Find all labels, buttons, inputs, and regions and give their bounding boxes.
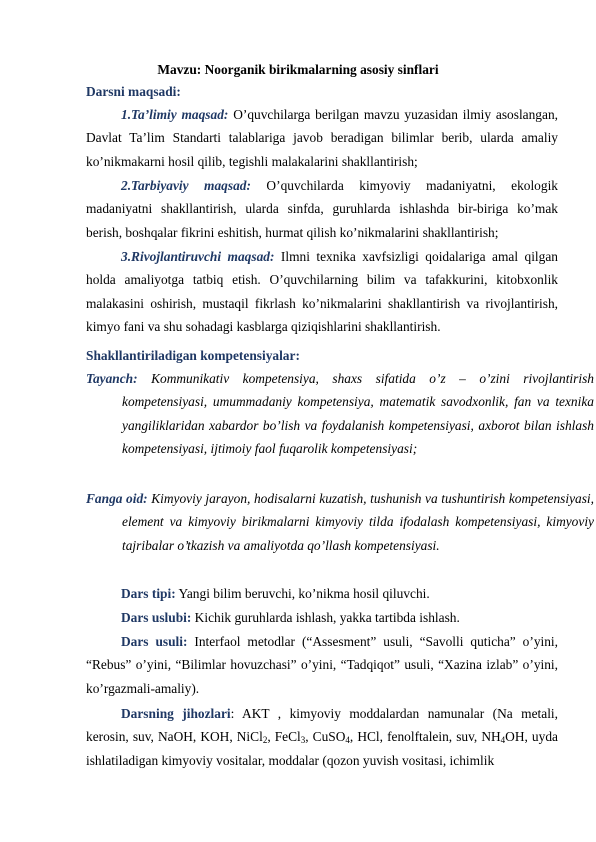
jihozlar-text-1: : AKT , kimyoviy moddalardan namunalar (Na metali, kerosin, suv, NaOH, KOH, NiCl bbox=[86, 706, 558, 745]
kompetensiya-heading: Shakllantiriladigan kompetensiyalar: bbox=[86, 348, 300, 363]
jihozlar-text-2: , FeCl bbox=[267, 729, 301, 745]
competency-tayanch-label: Tayanch: bbox=[86, 371, 138, 386]
jihozlar-text-4: , HCl, fenolftalein, suv, NH bbox=[349, 729, 501, 745]
competency-tayanch bbox=[86, 367, 594, 461]
jihozlar-text-3: , CuSO bbox=[305, 729, 346, 745]
jihozlar-label: Darsning jihozlari bbox=[121, 706, 231, 721]
competency-tayanch-text: Kommunikativ kompetensiya, shaxs sifatida o’z – o’zini rivojlantirish kompetensiyasi, umummadaniy kompetensiya, matematik savodxonlik, fan va texnika yangiliklaridan xabardor bo’lish va foydalanish kompetensiyasi, axborot bilan ishlash kompetensiyasi, ijtimoiy faol fuqarolik kompetensiyasi; bbox=[122, 371, 594, 457]
jihozlar-text-5: OH, uyda ishlatiladigan kimyoviy vositalar, moddalar (qozon yuvish vositasi, ichimlik bbox=[86, 729, 558, 768]
goal-rivojlantiruvchi-label: 3.Rivojlantiruvchi maqsad: bbox=[121, 249, 275, 264]
competency-fanga-oid-text: Kimyoviy jarayon, hodisalarni kuzatish, tushunish va tushuntirish kompetensiyasi, element va kimyoviy birikmalarni kimyoviy tilda ifodalash kompetensiyasi, kimyoviy tajribalar o’tkazish va amaliyotda qo’llash kompetensiyasi. bbox=[122, 491, 594, 553]
subscript-4: 4 bbox=[500, 735, 506, 746]
dars-usuli-text: Interfaol metodlar (“Assesment” usuli, “Savolli quticha” o’yini, “Rebus” o’yini, “Bilimlar hovuzchasi” o’yini, “Tadqiqot” usuli, “Xazina izlab” o’yini, ko’rgazmali-amaliy). bbox=[86, 634, 558, 696]
goal-talimiy bbox=[86, 103, 558, 173]
subscript-2: 3 bbox=[300, 735, 306, 746]
dars-uslubi-label: Dars uslubi: bbox=[121, 610, 192, 625]
dars-tipi-label: Dars tipi: bbox=[121, 586, 176, 601]
dars-usuli bbox=[86, 630, 558, 700]
dars-tipi bbox=[86, 582, 558, 605]
goal-talimiy-text: O’quvchilarga berilgan mavzu yuzasidan ilmiy asoslangan, Davlat Ta’lim Standarti talablariga javob beradigan bilimlar berib, ularda amaliy ko’nikmakarni hosil qilib, tegishli malakalarini shakllantirish; bbox=[86, 107, 558, 169]
goal-talimiy-label: 1.Ta’limiy maqsad: bbox=[121, 107, 229, 122]
dars-uslubi-text: Kichik guruhlarda ishlash, yakka tartibda ishlash. bbox=[191, 610, 460, 625]
goal-rivojlantiruvchi-text: Ilmni texnika xavfsizligi qoidalariga amal qilgan holda amaliyotga tatbiq etish. O’quvchilarning bilim va tafakkurini, kitobxonlik malakasini oshirish, mustaqil fikrlash ko’nikmalarini shakllantirish va rivojlantirish, kimyo fani va shu sohadagi kasblarga qiziqishlarini shakllantirish. bbox=[86, 249, 558, 335]
goal-tarbiyaviy-label: 2.Tarbiyaviy maqsad: bbox=[121, 178, 251, 193]
darsni-maqsadi-heading: Darsni maqsadi: bbox=[86, 84, 181, 99]
dars-uslubi bbox=[86, 606, 558, 629]
lesson-title: Mavzu: Noorganik birikmalarning asosiy sinflari bbox=[157, 62, 439, 77]
goal-tarbiyaviy-text: O’quvchilarda kimyoviy madaniyatni, ekologik madaniyatni shakllantirish, ularda sinfda, guruhlarda ishlashda bir-biriga ko’mak berish, boshqalar fikrini eshitish, hurmat qilish ko’nikmalarini shakllantirish; bbox=[86, 178, 558, 240]
subscript-1: 2 bbox=[262, 735, 268, 746]
goal-rivojlantiruvchi bbox=[86, 245, 558, 339]
competency-fanga-oid-label: Fanga oid: bbox=[86, 491, 148, 506]
darsning-jihozlari bbox=[86, 702, 558, 772]
subscript-3: 4 bbox=[345, 735, 350, 746]
goal-tarbiyaviy bbox=[86, 174, 558, 244]
dars-tipi-text: Yangi bilim beruvchi, ko’nikma hosil qiluvchi. bbox=[175, 586, 430, 601]
dars-usuli-label: Dars usuli: bbox=[121, 634, 188, 649]
competency-fanga-oid bbox=[86, 487, 594, 557]
